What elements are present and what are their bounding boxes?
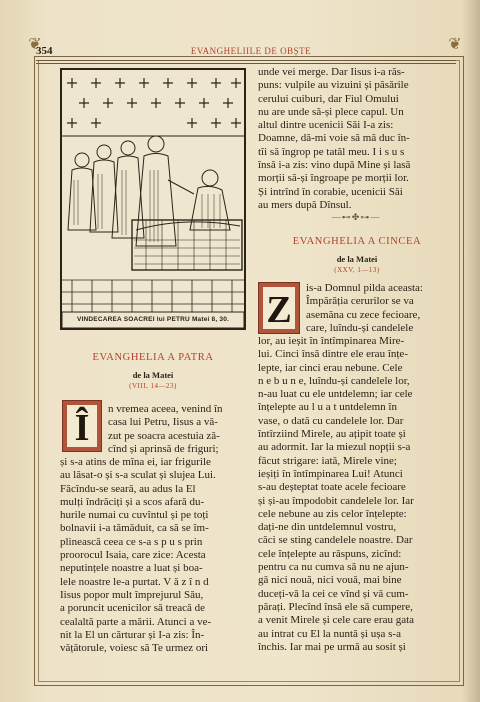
section-reference-gospel-four: (VIII, 14—23): [129, 382, 177, 390]
page-number: 354: [36, 45, 53, 57]
text-line: Doamne, dă-mi voie să mă duc în-: [258, 132, 410, 145]
text-line: însă i-a zis: vino după Mine și lasă: [258, 159, 411, 172]
header-rule: [36, 60, 456, 61]
text-line: vățătorule, voiesc să Te urmez ori: [60, 642, 209, 655]
text-line: care, luîndu-și candelele: [306, 321, 414, 334]
text-line: is-a Domnul pilda aceasta:: [306, 282, 423, 294]
text-line: cerului cuiburi, dar Fiul Omului: [258, 92, 399, 105]
text-line: bolnavii i-a tămăduit, ca să se îm-: [60, 522, 209, 535]
text-line: altul dintre ucenicii Săi I-a zis:: [258, 119, 394, 132]
text-line: zut pe soacra acestuia ză-: [108, 429, 220, 442]
text-line: au mers după Dînsul.: [258, 198, 352, 211]
text-line: închis. Iar mai pe urmă au sosit și: [258, 640, 406, 653]
page-header: [36, 44, 466, 64]
gospel-five-text: [258, 335, 456, 654]
text-line: puns: vulpile au vizuini și păsările: [258, 79, 409, 92]
dropcap-letter: Î: [67, 405, 97, 447]
text-line: tîi să îngrop pe tatăl meu. I i s u s: [258, 145, 405, 158]
text-line: neputințele noastre a luat și boa-: [60, 562, 203, 575]
figures-group: [68, 136, 230, 246]
gospel-four-text: [60, 456, 246, 655]
wall-cross-pattern: [67, 78, 241, 128]
text-line: înțelepte au l u a t untdelemn în: [258, 401, 397, 414]
gospel-five-dropcap-lines: [306, 282, 456, 335]
engraving-illustration: [60, 68, 246, 330]
section-subtitle-gospel-five: de la Matei: [336, 254, 378, 264]
page-gutter-shadow: [462, 0, 480, 702]
dropcap-z: [258, 282, 300, 334]
text-line: mulți îndrăciți și a scos afară du-: [60, 495, 205, 508]
text-line: vase, o dată cu candelele lor. Dar: [258, 414, 404, 427]
text-line: și s-a atins de mîna ei, iar frigurile: [60, 456, 211, 468]
text-line: întîrziind Mirele, au ațipit toate și: [258, 428, 406, 441]
floor-tiles: [62, 280, 244, 312]
text-line: a venit Mirele și cele care erau gata: [258, 614, 415, 627]
engraving-drawing: [62, 70, 244, 328]
text-line: au lăsat-o și s-a sculat și slujea Lui.: [60, 469, 216, 482]
section-subtitle-gospel-four: de la Matei: [132, 370, 174, 380]
text-line: hurile numai cu cuvîntul și pe toți: [60, 509, 209, 522]
dropcap-letter: Z: [263, 287, 295, 329]
text-line: Și intrînd în corabie, ucenicii Săi: [258, 185, 403, 198]
text-line: lor, au ieșit în întîmpinarea Mire-: [258, 335, 405, 347]
right-column-top-text: [258, 66, 456, 212]
text-line: Iisus popor mult împrejurul Său,: [60, 588, 204, 601]
text-line: plinească ceea ce s-a s p u s prin: [60, 535, 203, 548]
text-line: unde vei merge. Dar Iisus i-a răs-: [258, 66, 405, 78]
text-line: lepte, iar cinci erau nebune. Cele: [258, 361, 403, 374]
text-line: n e b u n e, luîndu-și candelele lor,: [258, 374, 410, 387]
text-line: a poruncit ucenicilor să treacă de: [60, 602, 206, 615]
section-reference-gospel-five: (XXV, 1—13): [334, 266, 380, 274]
gospel-four-dropcap-lines: [108, 403, 246, 456]
dropcap-i: [62, 400, 102, 452]
text-line: au adormit. Iar la miezul nopții s-a: [258, 441, 411, 454]
text-line: căci se sting candelele noastre. Dar: [258, 534, 413, 547]
section-title-gospel-five: EVANGHELIA A CINCEA: [292, 236, 422, 247]
text-line: n-au luat cu ele untdelemn; iar cele: [258, 388, 413, 401]
text-line: duceți-vă la cei ce vînd și vă cum-: [258, 587, 409, 600]
text-line: dați-ne din untdelemnul vostru,: [258, 521, 397, 534]
text-line: lui. Cinci însă dintre ele erau înțe-: [258, 348, 408, 361]
text-line: n vremea aceea, venind în: [108, 403, 223, 415]
text-line: Împărăția cerurilor se va: [306, 295, 414, 308]
text-line: făcut strigare: iată, Mirele vine;: [258, 454, 397, 467]
text-line: cînd și aprinsă de friguri;: [108, 442, 219, 455]
text-line: cealaltă parte a mării. Atunci a ve-: [60, 615, 212, 628]
header-rule: [36, 63, 456, 64]
text-line: nu are unde să-și plece capul. Un: [258, 105, 404, 118]
text-line: gă nici nouă, nici vouă, mai bine: [258, 574, 402, 587]
running-title: EVANGHELIILE DE OBȘTE: [190, 46, 312, 56]
text-line: nit la El un cărturar și I-a zis: În-: [60, 628, 205, 641]
text-line: pentru ca nu cumva să nu ne ajun-: [258, 561, 409, 574]
text-line: proorocul Isaia, care zice: Acesta: [60, 549, 206, 562]
text-line: casa lui Petru, Iisus a vă-: [108, 416, 218, 429]
text-line: au intrat cu El la nuntă și ușa s-a: [258, 627, 401, 640]
text-line: lele noastre le-a purtat. V ă z î n d: [60, 575, 209, 588]
text-line: cele nebune au zis celor înțelepte:: [258, 507, 407, 520]
corner-ornament-icon: ❦: [28, 36, 42, 53]
text-line: asemăna cu zece fecioare,: [306, 308, 421, 321]
text-line: ieșiți în întîmpinarea Lui! Atunci: [258, 467, 403, 480]
hatching: [74, 170, 220, 242]
text-line: s-au deșteptat toate acele fecioare: [258, 481, 406, 494]
ornamental-divider: —⊷✤⊶—: [331, 212, 381, 222]
text-line: morții să-și îngroape pe morții lor.: [258, 172, 409, 185]
section-title-gospel-four: EVANGHELIA A PATRA: [92, 352, 214, 363]
corner-ornament-icon: ❦: [448, 36, 462, 53]
text-line: cele înțelepte au răspuns, zicînd:: [258, 547, 402, 560]
text-line: părați. Plecînd însă ele să cumpere,: [258, 600, 413, 613]
illustration-caption: VINDECAREA SOACREI lui PETRU Matei 8, 30.: [76, 316, 230, 323]
text-line: Făcîndu-se seară, au adus la El: [60, 482, 196, 495]
bed-frame: [132, 220, 242, 270]
text-line: și și-au împodobit candelele lor. Iar: [258, 494, 414, 507]
